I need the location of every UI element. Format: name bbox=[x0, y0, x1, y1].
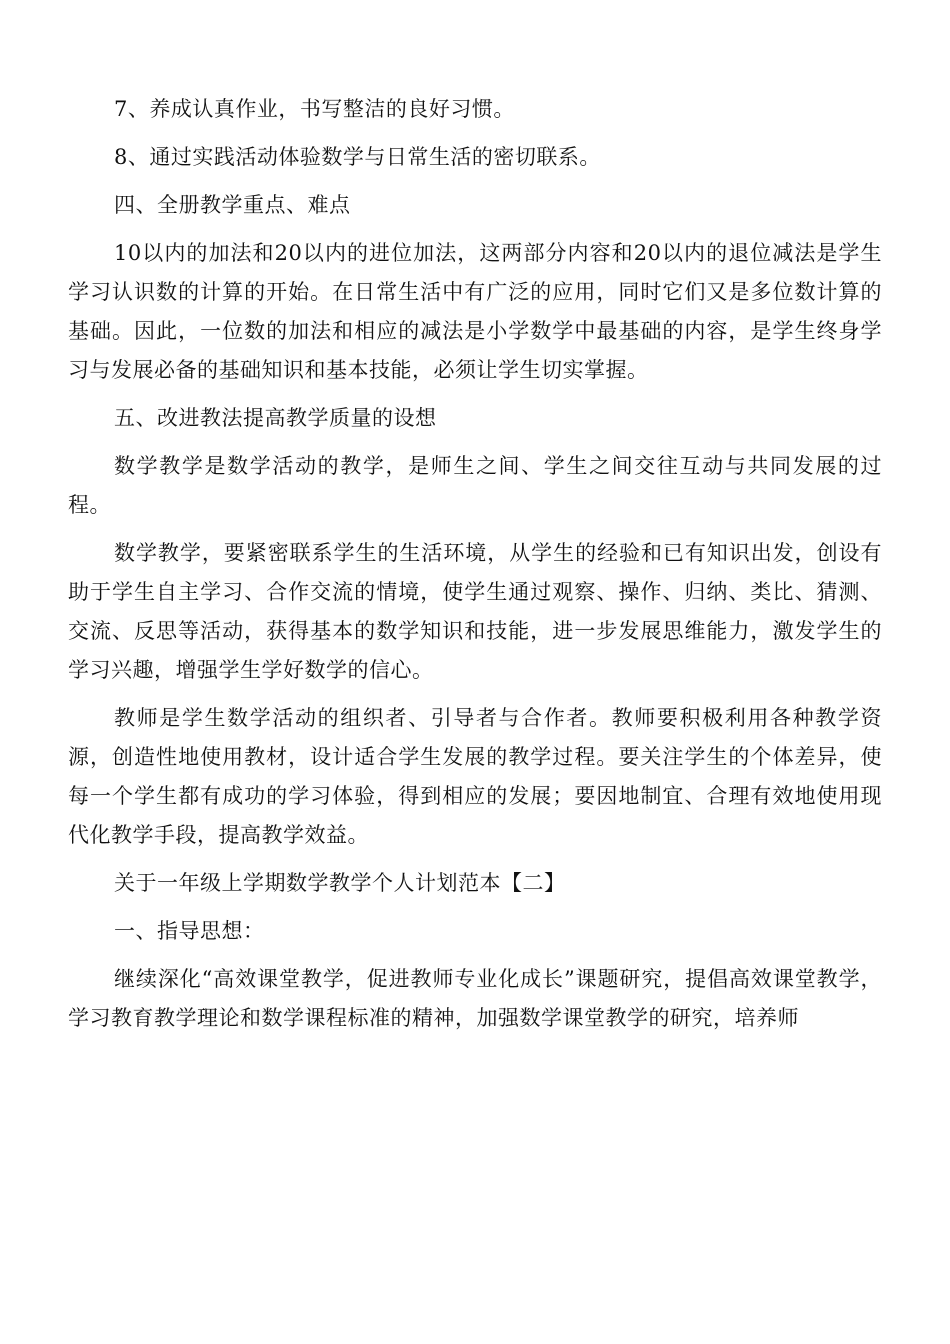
paragraph-teaching-activity: 数学教学是数学活动的教学，是师生之间、学生之间交往互动与共同发展的过程。 bbox=[68, 454, 882, 517]
document-body bbox=[68, 90, 882, 1047]
section-heading-5: 五、改进教法提高教学质量的设想 bbox=[114, 406, 437, 430]
paragraph-key-points: 10以内的加法和20以内的进位加法，这两部分内容和20以内的退位减法是学生学习认识数的计算的开始。在日常生活中有广泛的应用，同时它们又是多位数计算的基础。因此，一位数的加法和相应的减法是小学数学中最基础的内容，是学生终身学习与发展必备的基础知识和基本技能，必须让学生切实掌握。 bbox=[68, 241, 882, 382]
list-item-7: 7、养成认真作业，书写整洁的良好习惯。 bbox=[114, 97, 515, 121]
document-subtitle: 关于一年级上学期数学教学个人计划范本【二】 bbox=[114, 871, 566, 895]
paragraph-guiding-ideas: 继续深化“高效课堂教学，促进教师专业化成长”课题研究，提倡高效课堂教学，学习教育教学理论和数学课程标准的精神，加强数学课堂教学的研究，培养师 bbox=[68, 967, 882, 1030]
paragraph-student-life: 数学教学，要紧密联系学生的生活环境，从学生的经验和已有知识出发，创设有助于学生自主学习、合作交流的情境，使学生通过观察、操作、归纳、类比、猜测、交流、反思等活动，获得基本的数学知识和技能，进一步发展思维能力，激发学生的学习兴趣，增强学生学好数学的信心。 bbox=[68, 541, 882, 682]
section-heading-guiding-ideas: 一、指导思想： bbox=[114, 919, 265, 943]
section-heading-4: 四、全册教学重点、难点 bbox=[114, 193, 351, 217]
paragraph-teacher-role: 教师是学生数学活动的组织者、引导者与合作者。教师要积极利用各种教学资源，创造性地使用教材，设计适合学生发展的教学过程。要关注学生的个体差异，使每一个学生都有成功的学习体验，得到相应的发展；要因地制宜、合理有效地使用现代化教学手段，提高教学效益。 bbox=[68, 706, 882, 847]
list-item-8: 8、通过实践活动体验数学与日常生活的密切联系。 bbox=[114, 145, 601, 169]
